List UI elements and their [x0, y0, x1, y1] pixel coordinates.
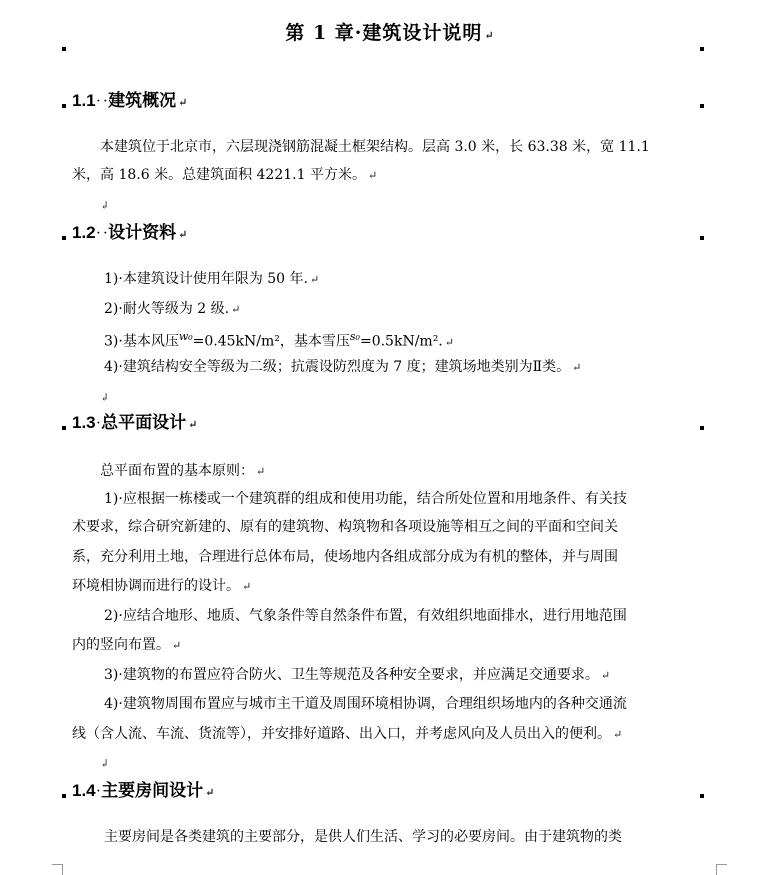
paragraph-line: 2)·应结合地形、地质、气象条件等自然条件布置，有效组织地面排水，进行用地范围 [104, 608, 627, 624]
paragraph-line: 总平面布置的基本原则： ↵ [100, 463, 266, 479]
empty-paragraph-mark: ↲ [100, 757, 110, 770]
left-margin-mark [62, 794, 66, 798]
right-margin-mark [700, 47, 704, 51]
empty-paragraph-mark: ↲ [100, 391, 110, 404]
left-margin-mark [62, 236, 66, 240]
paragraph-line: 4)·建筑物周围布置应与城市主干道及周围环境相协调，合理组织场地内的各种交通流 [104, 696, 627, 712]
chapter-title: 第 1 章·建筑设计说明 ↵ [285, 22, 495, 44]
list-item: 1)·本建筑设计使用年限为 50 年. ↵ [104, 271, 320, 287]
paragraph-line: 主要房间是各类建筑的主要部分，是供人们生活、学习的必要房间。由于建筑物的类 [104, 829, 622, 845]
crop-mark [52, 864, 63, 875]
paragraph-line: 术要求，综合研究新建的、原有的建筑物、构筑物和各项设施等相互之间的平面和空间关 [72, 519, 618, 535]
section-heading-1-4: 1.4·主要房间设计 ↵ [72, 781, 215, 801]
left-margin-mark [62, 104, 66, 108]
crop-mark [716, 864, 727, 875]
left-margin-mark [62, 47, 66, 51]
section-heading-1-3: 1.3·总平面设计 ↵ [72, 413, 198, 433]
paragraph-line: 系，充分利用土地，合理进行总体布局，使场地内各组成部分成为有机的整体，并与周围 [72, 549, 618, 565]
section-heading-1-2: 1.2· ·设计资料 ↵ [72, 223, 188, 243]
list-item: 3)·基本风压$^{w_0}$=0.45kN/m²，基本雪压$^{s_0}$=0.5kN/m². ↵ [104, 330, 454, 350]
left-margin-mark [62, 426, 66, 430]
list-item: 2)·耐火等级为 2 级. ↵ [104, 301, 241, 317]
right-margin-mark [700, 236, 704, 240]
paragraph-line: 米，高 18.6 米。总建筑面积 4221.1 平方米。 ↵ [72, 167, 378, 183]
right-margin-mark [700, 794, 704, 798]
paragraph-line: 环境相协调而进行的设计。 ↵ [72, 578, 252, 594]
paragraph-line: 内的竖向布置。 ↵ [72, 637, 182, 653]
section-heading-1-1: 1.1· ·建筑概况 ↵ [72, 91, 188, 111]
list-item: 4)·建筑结构安全等级为二级；抗震设防烈度为 7 度；建筑场地类别为Ⅱ类。 ↵ [104, 359, 582, 375]
empty-paragraph-mark: ↲ [100, 199, 110, 212]
paragraph-line: 本建筑位于北京市，六层现浇钢筋混凝土框架结构。层高 3.0 米，长 63.38 米，宽 11.1 [100, 139, 650, 155]
right-margin-mark [700, 426, 704, 430]
paragraph-line: 1)·应根据一栋楼或一个建筑群的组成和使用功能，结合所处位置和用地条件、有关技 [104, 491, 627, 507]
right-margin-mark [700, 104, 704, 108]
paragraph-line: 3)·建筑物的布置应符合防火、卫生等规范及各种安全要求，并应满足交通要求。 ↵ [104, 667, 611, 683]
paragraph-line: 线（含人流、车流、货流等），并安排好道路、出入口，并考虑风向及人员出入的便利。 ↵ [72, 726, 623, 742]
